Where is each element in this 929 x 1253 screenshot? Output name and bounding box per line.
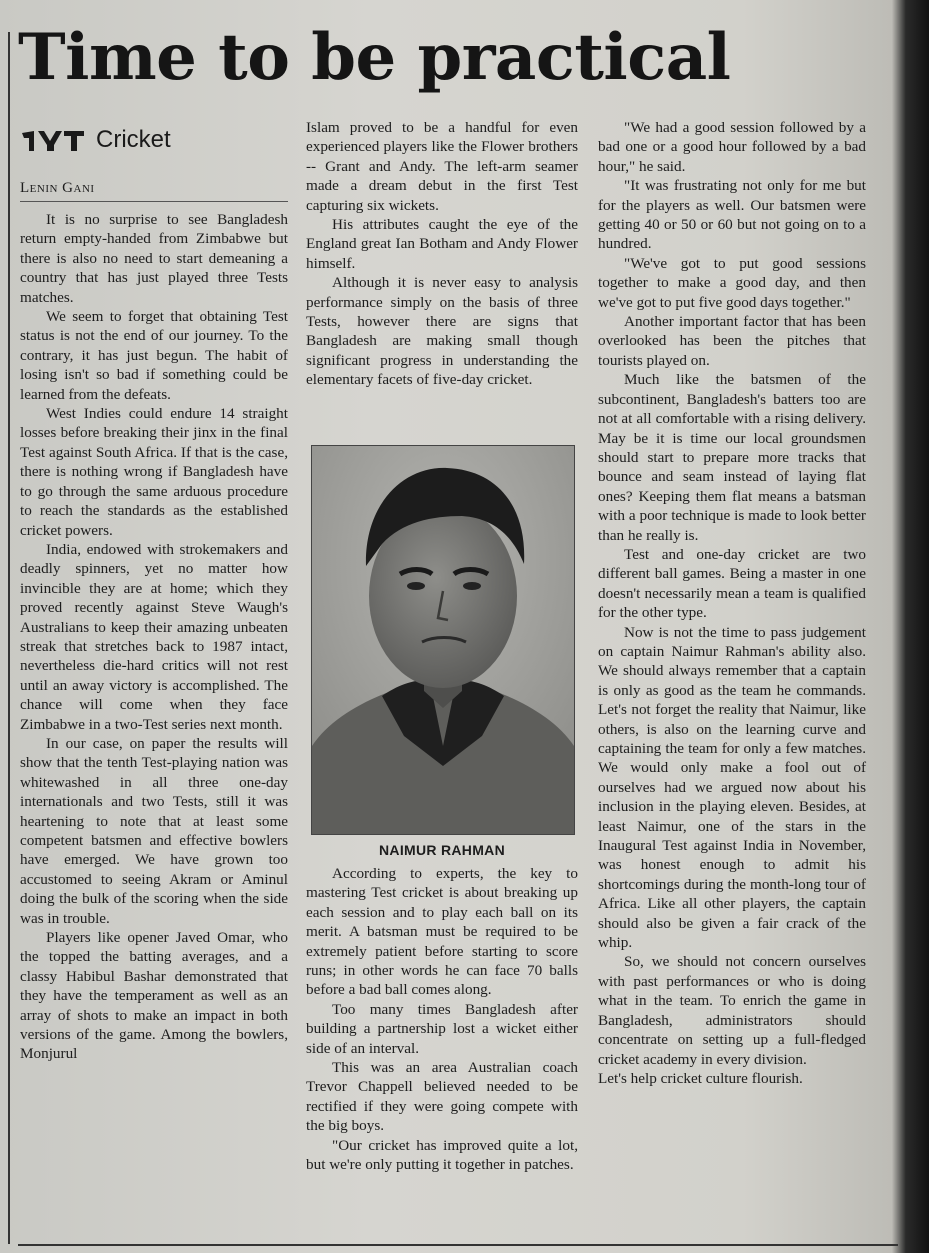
paragraph: So, we should not concern ourselves with past performances or who is doing what in the team. To enrich the game in Bangladesh, administrators should concentrate on setting up a full-fledged cricket academy in every division. bbox=[598, 953, 866, 1068]
paragraph: "We had a good session followed by a bad one or a good hour followed by a bad hour," he said. bbox=[598, 119, 866, 175]
article-column-2-lower bbox=[306, 864, 578, 1175]
section-label: Cricket bbox=[96, 126, 171, 153]
paragraph: West Indies could endure 14 straight losses before breaking their jinx in the final Test against South Africa. If that is the case, there is nothing wrong if Bangladesh have to go through the same arduous procedure to reach the standards as the established cricket powers. bbox=[20, 405, 288, 539]
photo-caption: NAIMUR RAHMAN bbox=[379, 842, 505, 858]
paragraph: It is no surprise to see Bangladesh return empty-handed from Zimbabwe but there is also no need to start demeaning a country that has just played three Tests matches. bbox=[20, 211, 288, 306]
column-rule-left bbox=[8, 32, 10, 1244]
section-header bbox=[20, 126, 171, 154]
paragraph: "It was frustrating not only for me but for the players as well. Our batsmen were getting 40 or 50 or 60 but not going on to a hundred. bbox=[598, 177, 866, 253]
article-column-3 bbox=[598, 118, 866, 1088]
paragraph: This was an area Australian coach Trevor Chappell believed needed to be rectified if they were going compete with the big boys. bbox=[306, 1059, 578, 1135]
paragraph: His attributes caught the eye of the England great Ian Botham and Andy Flower himself. bbox=[306, 216, 578, 272]
paragraph: Another important factor that has been overlooked has been the pitches that tourists played on. bbox=[598, 313, 866, 369]
paragraph: Much like the batsmen of the subcontinent, Bangladesh's batters too are not at all comfortable with a rising delivery. May be it is time our local groundsmen should start to prepare more tracks that bounce and seam instead of laying flat ones? Keeping them flat means a batsman with a poor technique is made to look better than he really is. bbox=[598, 371, 866, 544]
paragraph: According to experts, the key to mastering Test cricket is about breaking up each session and to play each ball on its merit. A batsman must be required to be extremely patient before starting to score runs; in other words he can face 70 balls before a bad ball comes along. bbox=[306, 865, 578, 999]
bottom-rule bbox=[18, 1244, 898, 1246]
paragraph: In our case, on paper the results will show that the tenth Test-playing nation was whitewashed in all three one-day internationals and two Tests, still it was heartening to note that at least some competent batsmen and effective bowlers have emerged. We have grown too accustomed to seeing Akram or Aminul doing the bulk of the scoring when the side was in trouble. bbox=[20, 734, 288, 927]
paragraph: "We've got to put good sessions together to make a good day, and then we've got to put five good days together." bbox=[598, 254, 866, 311]
paragraph: We seem to forget that obtaining Test status is not the end of our journey. To the contrary, it has just begun. The habit of losing isn't so bad if something could be learned from the defeats. bbox=[20, 308, 288, 403]
paragraph: Test and one-day cricket are two different ball games. Being a master in one doesn't necessarily mean a team is qualified for the other type. bbox=[598, 545, 866, 622]
paragraph: Although it is never easy to analysis performance simply on the basis of three Tests, however there are signs that Bangladesh are making small though significant progress in understanding the elementary facets of five-day cricket. bbox=[306, 274, 578, 389]
paragraph: India, endowed with strokemakers and deadly spinners, yet no matter how invincible they are at home; which they proved recently against Steve Waugh's Australians to keep their amazing unbeaten streak that stretches back to 1987 intact, nevertheless die-hard critics will not rest until an away victory is accomplished. The chance will come when they face Zimbabwe in a two-Test series next month. bbox=[20, 540, 288, 733]
paragraph: Players like opener Javed Omar, who the topped the batting averages, and a classy Habibul Bashar demonstrated that they have the temperament as well as an array of shots to make an impact in both versions of the game. Among the bowlers, Monjurul bbox=[20, 929, 288, 1063]
article-column-1 bbox=[20, 210, 288, 1064]
article-column-2 bbox=[306, 118, 578, 390]
paragraph: Now is not the time to pass judgement on captain Naimur Rahman's ability also. We should always remember that a captain is only as good as the team he commands. Let's not forget the reality that Naimur, like others, is also on the learning curve and captaining the team for only a few matches. We would only make a fool out of ourselves had we argued now about his inclusion in the playing eleven. Besides, at least Naimur, one of the stars in the Inaugural Test against India in November, was honest enough to admit his shortcomings during the month-long tour of Africa. Like all other players, the captain should also be given a fair crack of the whip. bbox=[598, 623, 866, 952]
byline: Lenin Gani bbox=[20, 180, 288, 202]
newspaper-logo-icon bbox=[20, 127, 88, 153]
paragraph: Too many times Bangladesh after building a partnership lost a wicket either side of an interval. bbox=[306, 1000, 578, 1057]
headline: Time to be practical bbox=[18, 20, 731, 95]
player-photo bbox=[312, 446, 574, 834]
paragraph: "Our cricket has improved quite a lot, but we're only putting it together in patches. bbox=[306, 1136, 578, 1174]
paragraph: Islam proved to be a handful for even experienced players like the Flower brothers -- Grant and Andy. The left-arm seamer made a dream debut in the first Test capturing six wickets. bbox=[306, 119, 578, 214]
paragraph: Let's help cricket culture flourish. bbox=[598, 1069, 803, 1087]
player-portrait-icon bbox=[312, 446, 574, 834]
